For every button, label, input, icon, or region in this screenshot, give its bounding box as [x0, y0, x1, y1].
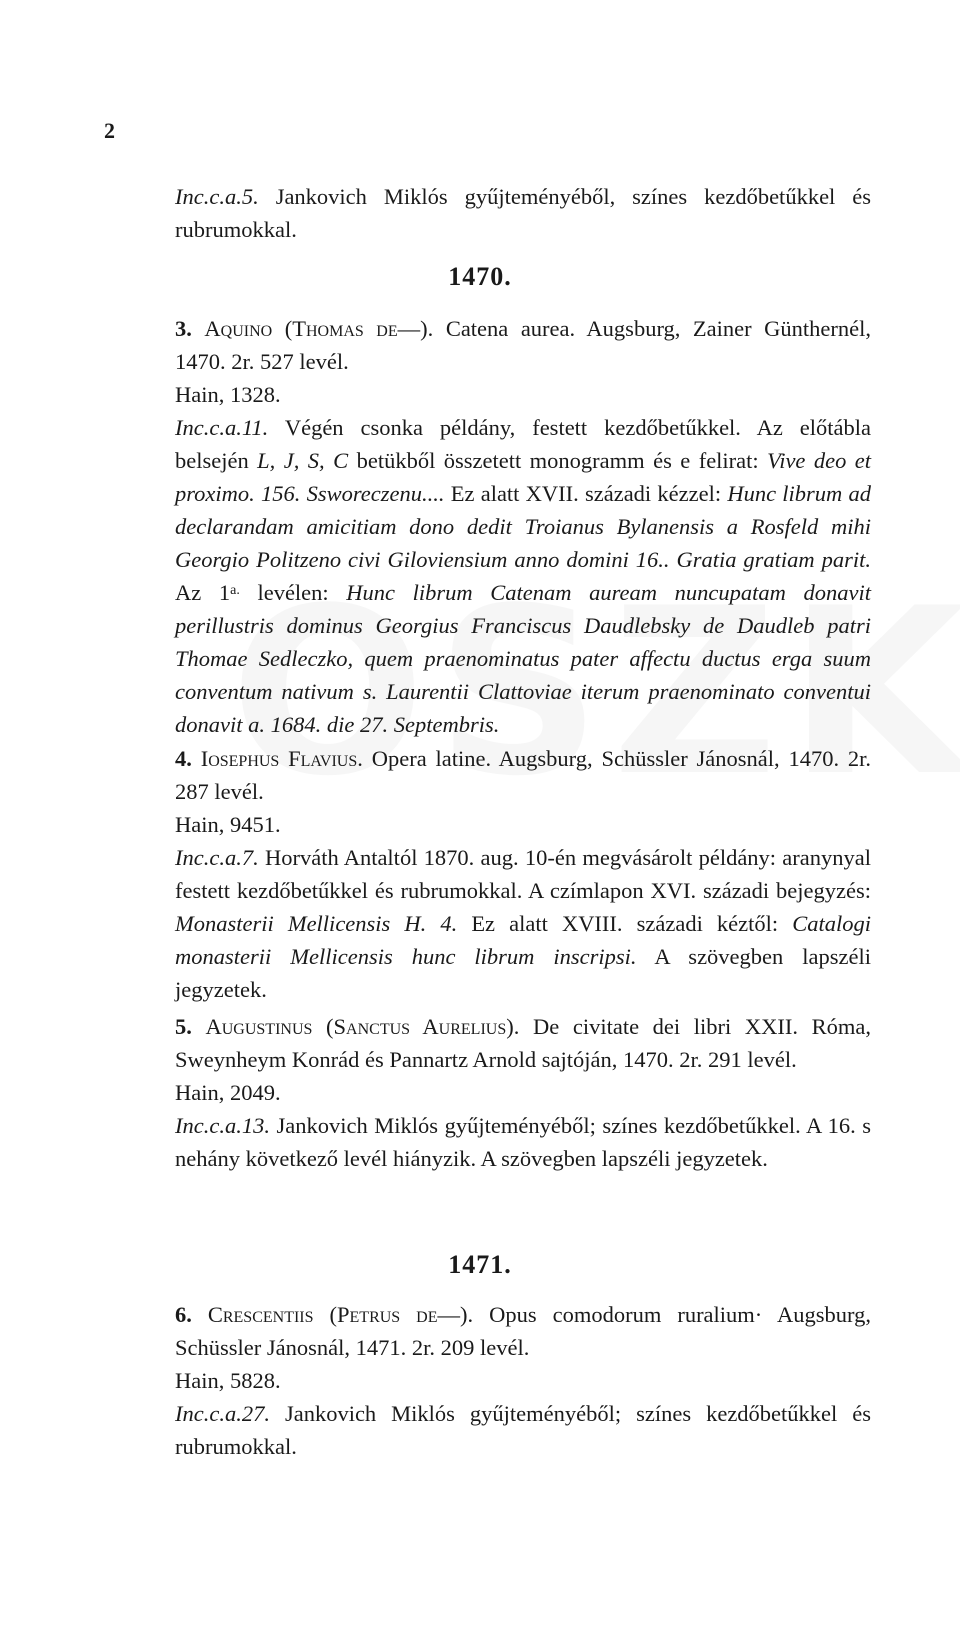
entry-3-note-b: betükből összetett monogramm és e felirat: — [356, 448, 759, 473]
entry-6-hain: Hain, 5828. — [175, 1368, 281, 1393]
year-heading-1471: 1471. — [448, 1250, 512, 1279]
entry-4-author: Iosephus Flavius. — [200, 746, 363, 771]
entry-3 — [107, 312, 871, 741]
entry-6 — [107, 1298, 871, 1463]
entry-4-inscription-1: Monasterii Mellicensis H. 4. — [175, 911, 458, 936]
entry-5 — [107, 1010, 871, 1175]
entry-3-hain: Hain, 1328. — [175, 382, 281, 407]
entry-3-motto: Vive deo et proximo. 156. Ssworeczenu.... — [175, 448, 872, 506]
entry-4-signature: Inc.c.a.7. — [175, 845, 259, 870]
entry-4-inscription-2: Catalogi monasterii Mellicensis hunc librum inscripsi. — [175, 911, 872, 969]
entry-3-signature: Inc.c.a.11. — [175, 415, 269, 440]
entry-5-number: 5. — [175, 1014, 192, 1039]
entry-6-author: Crescentiis (Petrus de—). — [207, 1302, 474, 1327]
signature-top: Inc.c.a.5. — [175, 184, 259, 209]
entry-4-note-a: Horváth Antaltól 1870. aug. 10-én megvásárolt példány: aranynyal festett kezdőbetűkkel és rubrumokkal. A czímlapon XVI. századi bejegyzés: — [175, 845, 871, 903]
entry-3-number: 3. — [175, 316, 192, 341]
entry-5-hain: Hain, 2049. — [175, 1080, 281, 1105]
entry-top — [107, 180, 871, 246]
entry-3-note-c: Ez alatt XVII. századi kézzel: — [450, 481, 722, 506]
entry-3-note-d-sup: a. — [230, 583, 240, 598]
page-number: 2 — [104, 118, 115, 143]
entry-3-inscription-2: Hunc librum Catenam auream nuncupatam donavit perillustris dominus Georgius Franciscus Daudlebsky de Daudleb patri Thomae Sedleczko, quem praenominatus pater affectu ductus erga suum conventum nativum s. Laurentii Clattoviae iterum praenominato conventui donavit a. 1684. die 27. Septembris. — [175, 580, 872, 737]
entry-5-title: De civitate dei libri XXII. Róma, Sweynheym Konrád és Pannartz Arnold sajtóján, 1470. 2r. 291 levél. — [175, 1014, 871, 1072]
entry-5-note: Jankovich Miklós gyűjteményéből; színes kezdőbetűkkel. A 16. s nehány következő levél hiányzik. A szövegben lapszéli jegyzetek. — [175, 1113, 871, 1171]
year-heading-1470: 1470. — [448, 262, 512, 291]
entry-5-author: Augustinus (Sanctus Aurelius). — [205, 1014, 520, 1039]
entry-4-hain: Hain, 9451. — [175, 812, 281, 837]
entry-4 — [107, 742, 871, 1006]
entry-4-note-b: Ez alatt XVIII. századi kéztől: — [471, 911, 779, 936]
entry-4-number: 4. — [175, 746, 192, 771]
entry-5-signature: Inc.c.a.13. — [175, 1113, 270, 1138]
entry-4-note-c: A szövegben lapszéli jegyzetek. — [175, 944, 871, 1002]
entry-6-number: 6. — [175, 1302, 192, 1327]
entry-3-note-d: Az 1 — [175, 580, 231, 605]
entry-6-signature: Inc.c.a.27. — [175, 1401, 270, 1426]
entry-6-note: Jankovich Miklós gyűjteményéből; színes kezdőbetűkkel és rubrumokkal. — [175, 1401, 872, 1459]
entry-4-title: Opera latine. Augsburg, Schüssler Jánosnál, 1470. 2r. 287 levél. — [175, 746, 872, 804]
entry-6-title: Opus comodorum ruralium· Augsburg, Schüssler Jánosnál, 1471. 2r. 209 levél. — [175, 1302, 872, 1360]
entry-top-note: Jankovich Miklós gyűjteményéből, színes kezdőbetűkkel és rubrumokkal. — [175, 184, 872, 242]
entry-3-title: Catena aurea. Augsburg, Zainer Günthernél, 1470. 2r. 527 levél. — [175, 316, 872, 374]
entry-3-letters: L, J, S, C — [257, 448, 349, 473]
entry-3-author: Aquino (Thomas de—). — [204, 316, 434, 341]
entry-3-note-a: Végén csonka példány, festett kezdőbetűkkel. Az előtábla belsején — [175, 415, 871, 473]
entry-3-note-e: levélen: — [257, 580, 329, 605]
entry-3-inscription-1: Hunc librum ad declarandam amicitiam dono dedit Troianus Bylanensis a Rosfeld mihi Georgio Politzeno civi Giloviensium anno domini 16.. Gratia gratiam parit. — [175, 481, 872, 572]
